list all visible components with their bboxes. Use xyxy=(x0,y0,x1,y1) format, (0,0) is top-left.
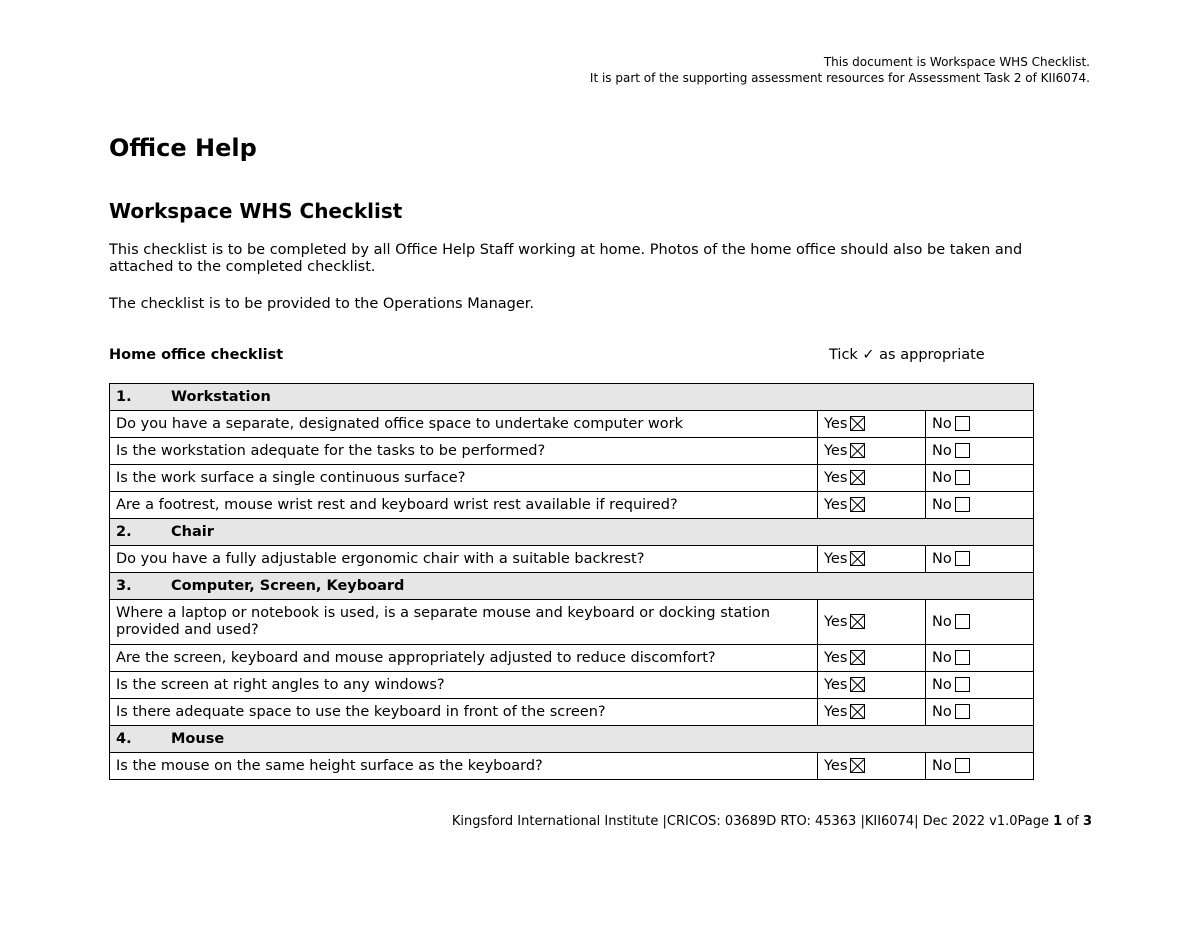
question-text: Is there adequate space to use the keyboard in front of the screen? xyxy=(110,699,818,726)
question-text: Do you have a fully adjustable ergonomic chair with a suitable backrest? xyxy=(110,546,818,573)
question-text: Where a laptop or notebook is used, is a separate mouse and keyboard or docking station provided and used? xyxy=(110,600,818,645)
yes-option[interactable] xyxy=(818,492,926,519)
question-text: Are the screen, keyboard and mouse appropriately adjusted to reduce discomfort? xyxy=(110,645,818,672)
intro-paragraph: This checklist is to be completed by all Office Help Staff working at home. Photos of the home office should also be taken and attached to the completed checklist. xyxy=(109,242,1023,275)
empty-checkbox-icon[interactable] xyxy=(955,614,970,629)
empty-checkbox-icon[interactable] xyxy=(955,551,970,566)
header-line-1: This document is Workspace WHS Checklist. xyxy=(823,55,1090,69)
no-option[interactable] xyxy=(926,672,1034,699)
checked-checkbox-icon[interactable] xyxy=(850,551,865,566)
table-row xyxy=(110,546,1034,573)
no-option[interactable] xyxy=(926,465,1034,492)
question-text: Is the work surface a single continuous surface? xyxy=(110,465,818,492)
tick-instruction: Tick ✓ as appropriate xyxy=(829,347,985,363)
header-line-2: It is part of the supporting assessment resources for Assessment Task 2 of KII6074. xyxy=(589,71,1090,85)
no-option[interactable] xyxy=(926,753,1034,780)
table-row xyxy=(110,411,1034,438)
section-title: Mouse xyxy=(171,730,225,747)
checked-checkbox-icon[interactable] xyxy=(850,704,865,719)
no-option[interactable] xyxy=(926,600,1034,645)
no-label: No xyxy=(932,676,952,693)
section-title: Computer, Screen, Keyboard xyxy=(171,577,405,594)
yes-option[interactable] xyxy=(818,672,926,699)
yes-label: Yes xyxy=(824,676,848,693)
no-label: No xyxy=(932,649,952,666)
table-row xyxy=(110,645,1034,672)
checked-checkbox-icon[interactable] xyxy=(850,497,865,512)
checked-checkbox-icon[interactable] xyxy=(850,614,865,629)
checklist-label: Home office checklist xyxy=(109,347,284,363)
empty-checkbox-icon[interactable] xyxy=(955,497,970,512)
yes-option[interactable] xyxy=(818,753,926,780)
yes-label: Yes xyxy=(824,757,848,774)
question-text: Do you have a separate, designated office space to undertake computer work xyxy=(110,411,818,438)
no-option[interactable] xyxy=(926,645,1034,672)
no-label: No xyxy=(932,703,952,720)
empty-checkbox-icon[interactable] xyxy=(955,650,970,665)
no-option[interactable] xyxy=(926,492,1034,519)
yes-option[interactable] xyxy=(818,411,926,438)
question-text: Is the mouse on the same height surface as the keyboard? xyxy=(110,753,818,780)
no-label: No xyxy=(932,550,952,567)
section-title: Chair xyxy=(171,523,214,540)
section-header-row xyxy=(110,519,1034,546)
yes-label: Yes xyxy=(824,649,848,666)
section-title: Workstation xyxy=(171,388,271,405)
footer-text: Kingsford International Institute |CRICOS: 03689D RTO: 45363 |KII6074| Dec 2022 v1.0Page xyxy=(451,814,1054,829)
instruction-paragraph: The checklist is to be provided to the Operations Manager. xyxy=(109,296,535,312)
section-number: 4. xyxy=(116,730,132,747)
document-title: Workspace WHS Checklist xyxy=(109,199,403,223)
section-number: 2. xyxy=(116,523,132,540)
no-label: No xyxy=(932,469,952,486)
yes-option[interactable] xyxy=(818,438,926,465)
table-row xyxy=(110,438,1034,465)
table-row xyxy=(110,753,1034,780)
section-header-row xyxy=(110,573,1034,600)
empty-checkbox-icon[interactable] xyxy=(955,677,970,692)
yes-label: Yes xyxy=(824,703,848,720)
no-option[interactable] xyxy=(926,546,1034,573)
checked-checkbox-icon[interactable] xyxy=(850,443,865,458)
empty-checkbox-icon[interactable] xyxy=(955,758,970,773)
table-row xyxy=(110,492,1034,519)
checklist-table xyxy=(109,383,1034,780)
empty-checkbox-icon[interactable] xyxy=(955,416,970,431)
checked-checkbox-icon[interactable] xyxy=(850,416,865,431)
no-label: No xyxy=(932,613,952,630)
header-note xyxy=(590,54,1090,86)
question-text: Are a footrest, mouse wrist rest and keyboard wrist rest available if required? xyxy=(110,492,818,519)
yes-option[interactable] xyxy=(818,699,926,726)
question-text: Is the workstation adequate for the tasks to be performed? xyxy=(110,438,818,465)
question-text: Is the screen at right angles to any windows? xyxy=(110,672,818,699)
empty-checkbox-icon[interactable] xyxy=(955,704,970,719)
yes-label: Yes xyxy=(824,496,848,513)
table-row xyxy=(110,465,1034,492)
section-header-row xyxy=(110,384,1034,411)
no-label: No xyxy=(932,496,952,513)
checked-checkbox-icon[interactable] xyxy=(850,470,865,485)
section-header-row xyxy=(110,726,1034,753)
no-option[interactable] xyxy=(926,411,1034,438)
yes-option[interactable] xyxy=(818,600,926,645)
page-total: 3 xyxy=(1082,814,1092,829)
page-footer xyxy=(452,814,1092,829)
table-row xyxy=(110,672,1034,699)
no-option[interactable] xyxy=(926,699,1034,726)
no-label: No xyxy=(932,415,952,432)
yes-label: Yes xyxy=(824,442,848,459)
no-option[interactable] xyxy=(926,438,1034,465)
checked-checkbox-icon[interactable] xyxy=(850,677,865,692)
footer-of: of xyxy=(1062,814,1083,829)
section-number: 3. xyxy=(116,577,132,594)
yes-label: Yes xyxy=(824,469,848,486)
organization-title: Office Help xyxy=(109,134,257,162)
checked-checkbox-icon[interactable] xyxy=(850,650,865,665)
no-label: No xyxy=(932,442,952,459)
no-label: No xyxy=(932,757,952,774)
section-number: 1. xyxy=(116,388,132,405)
yes-option[interactable] xyxy=(818,546,926,573)
yes-label: Yes xyxy=(824,613,848,630)
empty-checkbox-icon[interactable] xyxy=(955,443,970,458)
yes-label: Yes xyxy=(824,415,848,432)
yes-label: Yes xyxy=(824,550,848,567)
empty-checkbox-icon[interactable] xyxy=(955,470,970,485)
table-row xyxy=(110,600,1034,645)
table-row xyxy=(110,699,1034,726)
page-number: 1 xyxy=(1053,814,1063,829)
checked-checkbox-icon[interactable] xyxy=(850,758,865,773)
yes-option[interactable] xyxy=(818,465,926,492)
yes-option[interactable] xyxy=(818,645,926,672)
